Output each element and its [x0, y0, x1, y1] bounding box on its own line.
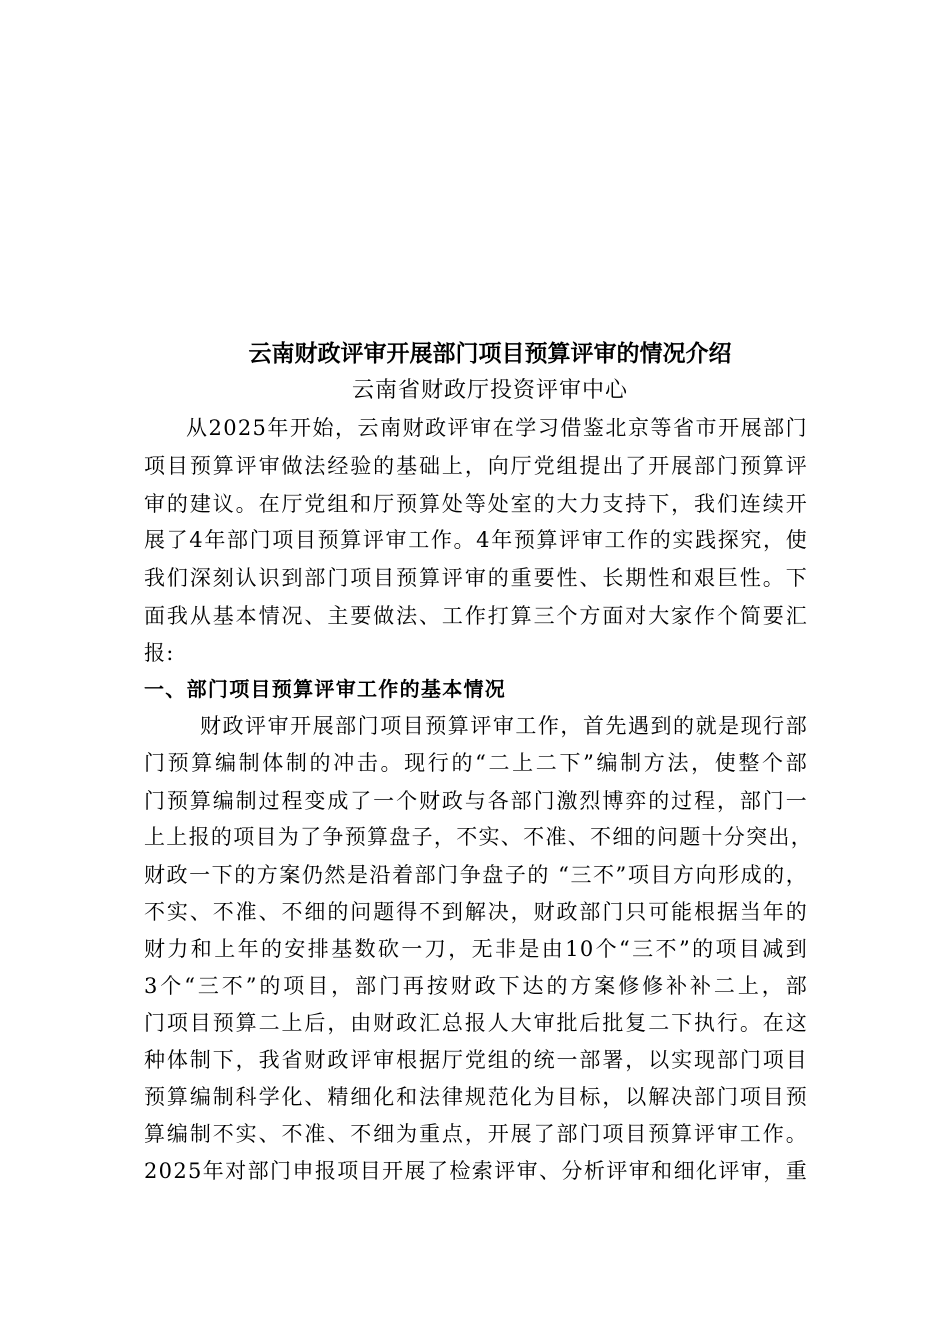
paragraph-line: 项目预算评审做法经验的基础上，向厅党组提出了开展部门预算评: [144, 454, 808, 478]
section-heading: 一、部门项目预算评审工作的基本情况: [144, 677, 507, 701]
paragraph-line: 门预算编制体制的冲击。现行的“二上二下”编制方法，使整个部: [144, 751, 808, 775]
document-author: 云南省财政厅投资评审中心: [351, 378, 628, 403]
paragraph-line: 报:: [144, 641, 175, 665]
paragraph-line: 财政评审开展部门项目预算评审工作，首先遇到的就是现行部: [200, 714, 808, 738]
paragraph-line: 预算编制科学化、精细化和法律规范化为目标，以解决部门项目预: [144, 1085, 808, 1109]
paragraph-line: 上上报的项目为了争预算盘子，不实、不准、不细的问题十分突出，: [144, 825, 813, 849]
paragraph-line: 门项目预算二上后，由财政汇总报人大审批后批复二下执行。在这: [144, 1011, 808, 1035]
paragraph-line: 财政一下的方案仍然是沿着部门争盘子的 “三不”项目方向形成的，: [144, 863, 808, 887]
paragraph-line: 从2025年开始，云南财政评审在学习借鉴北京等省市开展部门: [186, 416, 808, 440]
paragraph-line: 我们深刻认识到部门项目预算评审的重要性、长期性和艰巨性。下: [144, 566, 808, 590]
paragraph-line: 种体制下，我省财政评审根据厅党组的统一部署，以实现部门项目: [144, 1048, 808, 1072]
document-title: 云南财政评审开展部门项目预算评审的情况介绍: [248, 341, 732, 367]
paragraph-line: 3个“三不”的项目，部门再按财政下达的方案修修补补二上，部: [144, 974, 808, 998]
paragraph-line: 2025年对部门申报项目开展了检索评审、分析评审和细化评审，重: [144, 1159, 808, 1183]
paragraph-line: 展了4年部门项目预算评审工作。4年预算评审工作的实践探究，使: [144, 528, 808, 552]
paragraph-line: 门预算编制过程变成了一个财政与各部门激烈博弈的过程，部门一: [144, 789, 808, 813]
paragraph-line: 财力和上年的安排基数砍一刀，无非是由10个“三不”的项目减到: [144, 937, 808, 961]
paragraph-line: 审的建议。在厅党组和厅预算处等处室的大力支持下，我们连续开: [144, 492, 808, 516]
paragraph-line: 算编制不实、不准、不细为重点，开展了部门项目预算评审工作。: [144, 1122, 808, 1146]
paragraph-line: 面我从基本情况、主要做法、工作打算三个方面对大家作个简要汇: [144, 604, 808, 628]
paragraph-line: 不实、不准、不细的问题得不到解决，财政部门只可能根据当年的: [144, 900, 808, 924]
